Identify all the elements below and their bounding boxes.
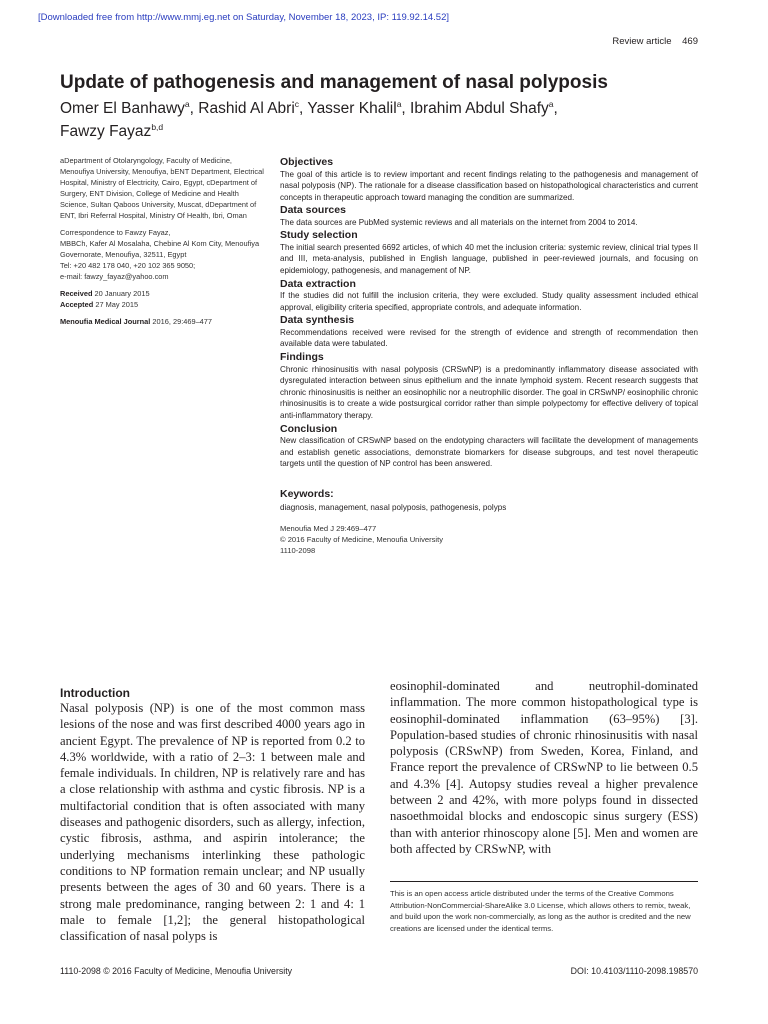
received-label: Received bbox=[60, 289, 93, 298]
accepted-label: Accepted bbox=[60, 300, 94, 309]
accepted-date: 27 May 2015 bbox=[95, 300, 139, 309]
abstract-section-study-selection bbox=[280, 229, 698, 276]
abstract-section-objectives bbox=[280, 156, 698, 203]
author-affiliation-mark: a bbox=[184, 99, 190, 109]
abstract-section-conclusion bbox=[280, 423, 698, 470]
section-heading: Findings bbox=[280, 351, 324, 364]
introduction-paragraph: Nasal polyposis (NP) is one of the most common mass lesions of the nose and was first described 4000 years ago in ancient Egypt. The prevalence of NP is reported from 0.2 to 4.3% worldwide, with a ratio of 2–3: 1 between male and female individuals. In children, NP is relatively rare and has a close relationship with asthma and cystic fibrosis. NP is a multifactorial condition that is often associated with many diseases and pathogenic disorders, such as allergy, infection, cystic fibrosis, asthma, and aspirin intolerance; the underlying mechanisms interlinking these pathologic conditions to NP formation remain unclear; and NP usually presents between the ages of 30 and 60 years. There is a strong male predominance, ranging between 2: 1 and 4: 1 male to female [1,2]; the general histopathological classification of nasal polyps is bbox=[60, 701, 365, 944]
journal-reference bbox=[60, 316, 265, 327]
section-heading: Conclusion bbox=[280, 422, 338, 435]
author-affiliation-mark: a bbox=[548, 99, 554, 109]
body-column-right: eosinophil-dominated and neutrophil-dominated inflammation. The more common histopathological type is eosinophil-dominated inflammation (63–95%) [3]. Population-based studies of chronic rhinosinusitis with nasal polyposis (CRSwNP) from Sweden, Korea, Finland, and France report the prevalence of CRSwNP to lie between 0.5 and 4.3% [4]. Autopsy studies reveal a higher prevalence between 2 and 42%, with more polyps found in dissected nasoethmoidal blocks and endoscopic sinus surgery (ESS) than with anterior rhinoscopy alone [5]. Men and women are both affected by CRSwNP, with bbox=[390, 679, 698, 856]
citation-ref: Menoufia Med J 29:469–477 bbox=[280, 524, 377, 534]
article-type-label: Review article bbox=[612, 36, 672, 47]
author-name: Fawzy Fayaz bbox=[60, 123, 152, 141]
footer-copyright: 1110-2098 © 2016 Faculty of Medicine, Menoufia University bbox=[60, 966, 293, 976]
author-name: Omer El Banhawy bbox=[60, 100, 185, 118]
correspondence-line: MBBCh, Kafer Al Mosalaha, Chebine Al Kom City, Menoufiya Governorate, Menoufiya, 32511, Egypt bbox=[60, 239, 260, 259]
author-affiliation-mark: c bbox=[294, 99, 300, 109]
section-text: Recommendations received were revised for the strength of evidence and strength of recommendation then available data were tabulated. bbox=[280, 327, 698, 349]
correspondence-line: Correspondence to Fawzy Fayaz, bbox=[60, 228, 171, 237]
section-heading: Objectives bbox=[280, 156, 334, 168]
correspondence-email: e-mail: fawzy_fayaz@yahoo.com bbox=[60, 272, 169, 281]
abstract-section-data-extraction bbox=[280, 278, 698, 314]
download-banner: [Downloaded free from http://www.mmj.eg.net on Saturday, November 18, 2023, IP: 119.92.14.52] bbox=[38, 12, 450, 23]
section-text: If the studies did not fulfill the inclusion criteria, they were excluded. Study quality assessment included ethical approval, eligibility criteria specified, appropriate controls, and adequate information. bbox=[280, 291, 698, 312]
footer-doi: DOI: 10.4103/1110-2098.198570 bbox=[570, 966, 698, 976]
section-text: New classification of CRSwNP based on the endotyping characters will facilitate the development of managements and establish genetic associations, demonstrate biomarkers for disease subgroups, and test novel therapeutic targets until the question of NP control has been answered. bbox=[280, 436, 698, 469]
divider bbox=[390, 881, 698, 882]
article-title: Update of pathogenesis and management of nasal polyposis bbox=[60, 72, 608, 93]
page-number: 469 bbox=[682, 36, 698, 47]
author-name: Rashid Al Abri bbox=[198, 100, 295, 118]
correspondence bbox=[60, 227, 265, 282]
abstract-section-data-sources bbox=[280, 204, 698, 228]
article-metadata bbox=[60, 155, 265, 327]
section-text: Chronic rhinosinusitis with nasal polyposis (CRSwNP) is a predominantly inflammatory disease associated with dysregulated interaction between sinus epithelium and the innate lymphoid system. Recent research suggests that chronic rhinosinusitis is neither an eosinophilic nor a neutrophilic disorder. The goal in CRSwNP/ eosinophilic chronic rhinosinusitis is to create a wide postsurgical corridor rather than simple polypectomy for effective delivery of topical anti-inflammatory therapy. bbox=[280, 364, 698, 420]
correspondence-line: Tel: +20 482 178 040, +20 102 365 9050; bbox=[60, 261, 196, 270]
section-heading: Study selection bbox=[280, 229, 358, 242]
open-access-note: This is an open access article distributed under the terms of the Creative Commons Attribution-NonCommercial-ShareAlike 3.0 License, which allows others to remix, tweak, and build upon the work non-commercially, as long as the author is credited and the new creations are licensed under the identical terms. bbox=[390, 889, 691, 934]
journal-name: Menoufia Medical Journal bbox=[60, 317, 151, 326]
journal-volume: 2016, 29:469–477 bbox=[152, 317, 213, 326]
author-list: Omer El Banhawy$^a$, Rashid Al Abri$^c$, Yasser Khalil$^a$, Ibrahim Abdul Shafy$^a$, Fawzy Fayaz$^{b,d}$ bbox=[60, 99, 558, 141]
citation-copyright: © 2016 Faculty of Medicine, Menoufia University bbox=[280, 535, 444, 545]
running-head bbox=[612, 36, 698, 47]
citation-issn: 1110-2098 bbox=[280, 546, 316, 556]
citation-block bbox=[280, 523, 698, 556]
keywords-list: diagnosis, management, nasal polyposis, pathogenesis, polyps bbox=[280, 502, 507, 512]
abstract bbox=[280, 155, 698, 556]
affiliations: aDepartment of Otolaryngology, Faculty of Medicine, Menoufiya University, Menoufiya, bENT Department, Electrical Hospital, Ministry of Electricity, Cairo, Egypt, cDepartment of Surgery, ENT Division, College of Medicine and Health Science, Sultan Qaboos University, Muscat, dDepartment of ENT, Ibri Referral Hospital, Ministry Of Health, Ibri, Oman bbox=[60, 156, 264, 220]
body-column-left bbox=[60, 686, 365, 944]
author-name: Yasser Khalil bbox=[307, 100, 397, 118]
section-heading: Data synthesis bbox=[280, 314, 355, 327]
author-affiliation-mark: b,d bbox=[151, 122, 164, 133]
section-heading: Data extraction bbox=[280, 277, 356, 290]
section-text: The data sources are PubMed systemic reviews and all materials on the internet from 2004 to 2014. bbox=[280, 217, 638, 227]
article-dates bbox=[60, 288, 265, 310]
introduction-heading: Introduction bbox=[60, 686, 130, 700]
author-affiliation-mark: a bbox=[396, 99, 402, 109]
author-name: Ibrahim Abdul Shafy bbox=[410, 100, 549, 118]
received-date: 20 January 2015 bbox=[94, 289, 150, 298]
keywords-heading: Keywords: bbox=[280, 487, 334, 500]
section-text: The goal of this article is to review important and recent findings relating to the pathogenesis and management of nasal polyposis (NP). The rationale for a disease classification based on histopathological characteristics and current concepts in therapeutic approach toward managing the condition are summarized. bbox=[280, 169, 698, 202]
abstract-section-data-synthesis bbox=[280, 314, 698, 350]
abstract-section-findings bbox=[280, 351, 698, 421]
section-heading: Data sources bbox=[280, 204, 346, 217]
section-text: The initial search presented 6692 articles, of which 40 met the inclusion criteria: systemic review, clinical trial types II and III, meta-analysis, published in English language, published in peer-reviewed journals, and focusing on epidemiology, pathogenesis, and management of NP. bbox=[280, 242, 698, 276]
